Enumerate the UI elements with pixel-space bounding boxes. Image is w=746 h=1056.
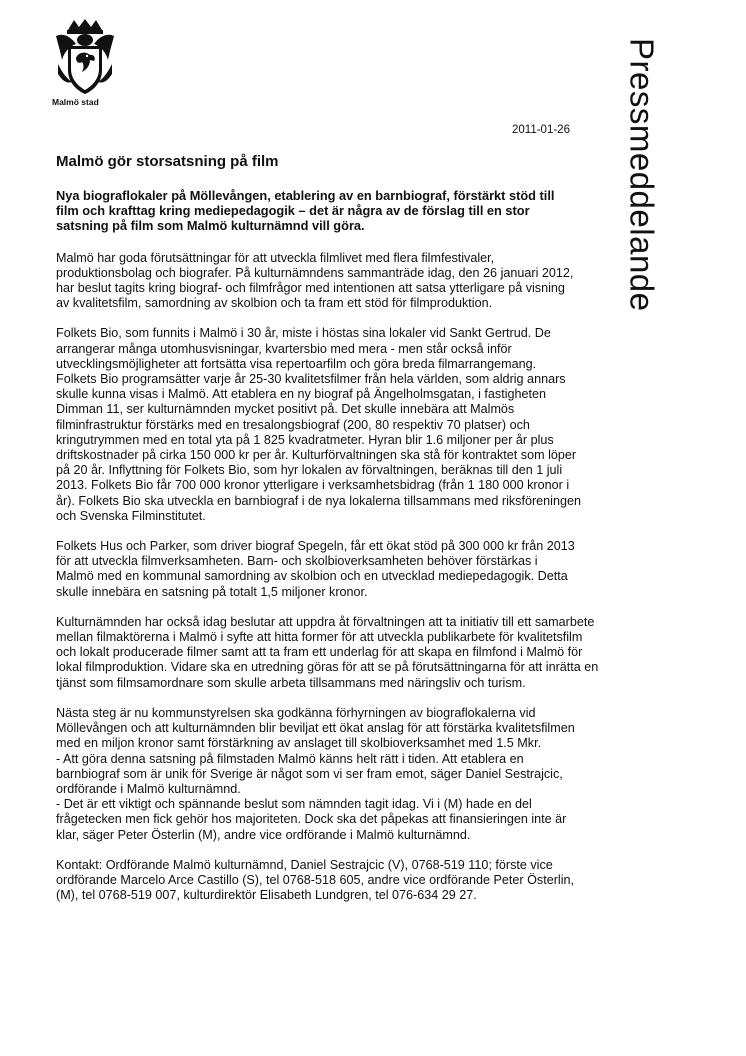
text-line: produktionsbolag och biografer. På kulturnämndens sammanträde idag, den 26 januari 2012,	[56, 265, 574, 280]
paragraph-kulturnamnden	[56, 615, 648, 691]
paragraph-folkets-bio	[56, 326, 648, 524]
text-line: 2013. Folkets Bio får 700 000 kronor ytterligare i verksamhetsbidrag (från 1 180 000 kronor i	[56, 478, 570, 493]
logo-caption: Malmö stad	[52, 97, 99, 107]
article-body	[56, 153, 648, 918]
text-line: Folkets Bio programsätter varje år 25-30 kvalitetsfilmer från hela världen, som aldrig annars	[56, 372, 566, 387]
lead-line: film och krafttag kring mediepedagogik – det är några av de förslag till en stor	[56, 203, 530, 219]
text-line: Malmö har goda förutsättningar för att utveckla filmlivet med flera filmfestivaler,	[56, 250, 495, 265]
text-line: och Svenska Filminstitutet.	[56, 508, 206, 523]
lead-paragraph	[56, 188, 648, 234]
text-line: med en miljon kronor samt förstärkning av anslaget till skolbioverksamhet med 1.5 Mkr.	[56, 736, 542, 751]
text-line: ordförande i Malmö kulturnämnd.	[56, 781, 241, 796]
text-line: skulle innebära en satsning på totalt 1,5 miljoner kronor.	[56, 584, 368, 599]
text-line: kringutrymmen med en total yta på 1 825 kvadratmeter. Hyran blir 1.6 miljoner per år plus	[56, 432, 554, 447]
text-line: och lokalt producerade filmer samt att ta fram ett underlag för att skapa en filmfond i Malmö för	[56, 645, 583, 660]
text-line: Kontakt: Ordförande Malmö kulturnämnd, Daniel Sestrajcic (V), 0768-519 110; förste vice	[56, 857, 553, 872]
coat-of-arms-icon	[54, 18, 116, 96]
text-line: har beslut tagits kring biograf- och filmfrågor med intentionen att satsa ytterligare på visning	[56, 281, 565, 296]
text-line: arrangerar många utomhusvisningar, kvartersbio med mera - men står också inför	[56, 341, 512, 356]
text-line: - Att göra denna satsning på filmstaden Malmö känns helt rätt i tiden. Att etablera en	[56, 751, 524, 766]
text-line: frågetecken men fick gehör hos majoriteten. Dock ska det påpekas att finansieringen inte är	[56, 812, 567, 827]
text-line: barnbiograf som är unik för Sverige är något som vi ser fram emot, säger Daniel Sestrajcic,	[56, 766, 563, 781]
text-line: Folkets Hus och Parker, som driver biograf Spegeln, får ett ökat stöd på 300 000 kr från 2013	[56, 539, 575, 554]
text-line: år). Folkets Bio ska utveckla en barnbiograf i de nya lokalerna tillsammans med riksföreningen	[56, 493, 581, 508]
text-line: skulle kunna visas i Malmö. Att etablera en ny biograf på Ängelholmsgatan, i fastigheten	[56, 387, 547, 402]
text-line: ordförande Marcelo Arce Castillo (S), tel 0768-518 605, andre vice ordförande Peter Österlin,	[56, 872, 575, 887]
paragraph-contact	[56, 858, 648, 904]
text-line: utvecklingsmöjligheter att fortsätta visa repertoarfilm och göra breda filmarrangemang.	[56, 356, 537, 371]
paragraph-next-steps	[56, 706, 648, 843]
text-line: på 20 år. Inflyttning för Folkets Bio, som hyr lokalen av förvaltningen, beräknas till den 1 juli	[56, 463, 563, 478]
text-line: tjänst som filmsamordnare som skulle arbeta tillsammans med näringsliv och turism.	[56, 675, 526, 690]
text-line: driftskostnader på cirka 150 000 kr per år. Kulturförvaltningen ska stå för kontraktet som löper	[56, 448, 577, 463]
headline: Malmö gör storsatsning på film	[56, 153, 279, 170]
text-line: (M), tel 0768-519 007, kulturdirektör Elisabeth Lundgren, tel 076-634 29 27.	[56, 888, 477, 903]
text-line: lokal filmproduktion. Vidare ska en utredning göras för att se på förutsättningarna för att inrätta en	[56, 660, 599, 675]
text-line: - Det är ett viktigt och spännande beslut som nämnden tagit idag. Vi i (M) hade en del	[56, 797, 532, 812]
text-line: Möllevången och att kulturnämnden blir beviljat ett ökat anslag för att förstärka kvalitetsfilmen	[56, 721, 575, 736]
text-line: filminfrastruktur förstärks med en tresalongsbiograf (200, 80 respektiv 70 platser) och	[56, 417, 530, 432]
lead-line: satsning på film som Malmö kulturnämnd vill göra.	[56, 218, 365, 234]
malmo-stad-logo	[52, 18, 118, 107]
text-line: Malmö med en kommunal samordning av skolbion och en utvecklad mediepedagogik. Detta	[56, 569, 568, 584]
publish-date: 2011-01-26	[512, 124, 570, 136]
text-line: Nästa steg är nu kommunstyrelsen ska godkänna förhyrningen av biograflokalerna vid	[56, 705, 536, 720]
paragraph-intro	[56, 251, 648, 312]
lead-line: Nya biograflokaler på Möllevången, etablering av en barnbiograf, förstärkt stöd till	[56, 188, 555, 203]
text-line: Kulturnämnden har också idag beslutar att uppdra åt förvaltningen att ta initiativ till ett samarbete	[56, 614, 595, 629]
text-line: Dimman 11, ser kulturnämnden mycket positivt på. Det skulle innebära att Malmös	[56, 402, 515, 417]
text-line: mellan filmaktörerna i Malmö i syfte att hitta former för att utveckla publikarbete för kvalitetsfilm	[56, 630, 583, 645]
text-line: av kvalitetsfilm, samordning av skolbion och ta fram ett stöd för filmproduktion.	[56, 296, 493, 311]
pressmeddelande-label: Pressmeddelande	[623, 38, 661, 312]
text-line: Folkets Bio, som funnits i Malmö i 30 år, miste i höstas sina lokaler vid Sankt Gertrud. De	[56, 326, 551, 341]
paragraph-folkets-hus	[56, 539, 648, 600]
text-line: för att utveckla filmverksamheten. Barn- och skolbioverksamheten behöver förstärkas i	[56, 554, 538, 569]
text-line: klar, säger Peter Österlin (M), andre vice ordförande i Malmö kulturnämnd.	[56, 827, 471, 842]
